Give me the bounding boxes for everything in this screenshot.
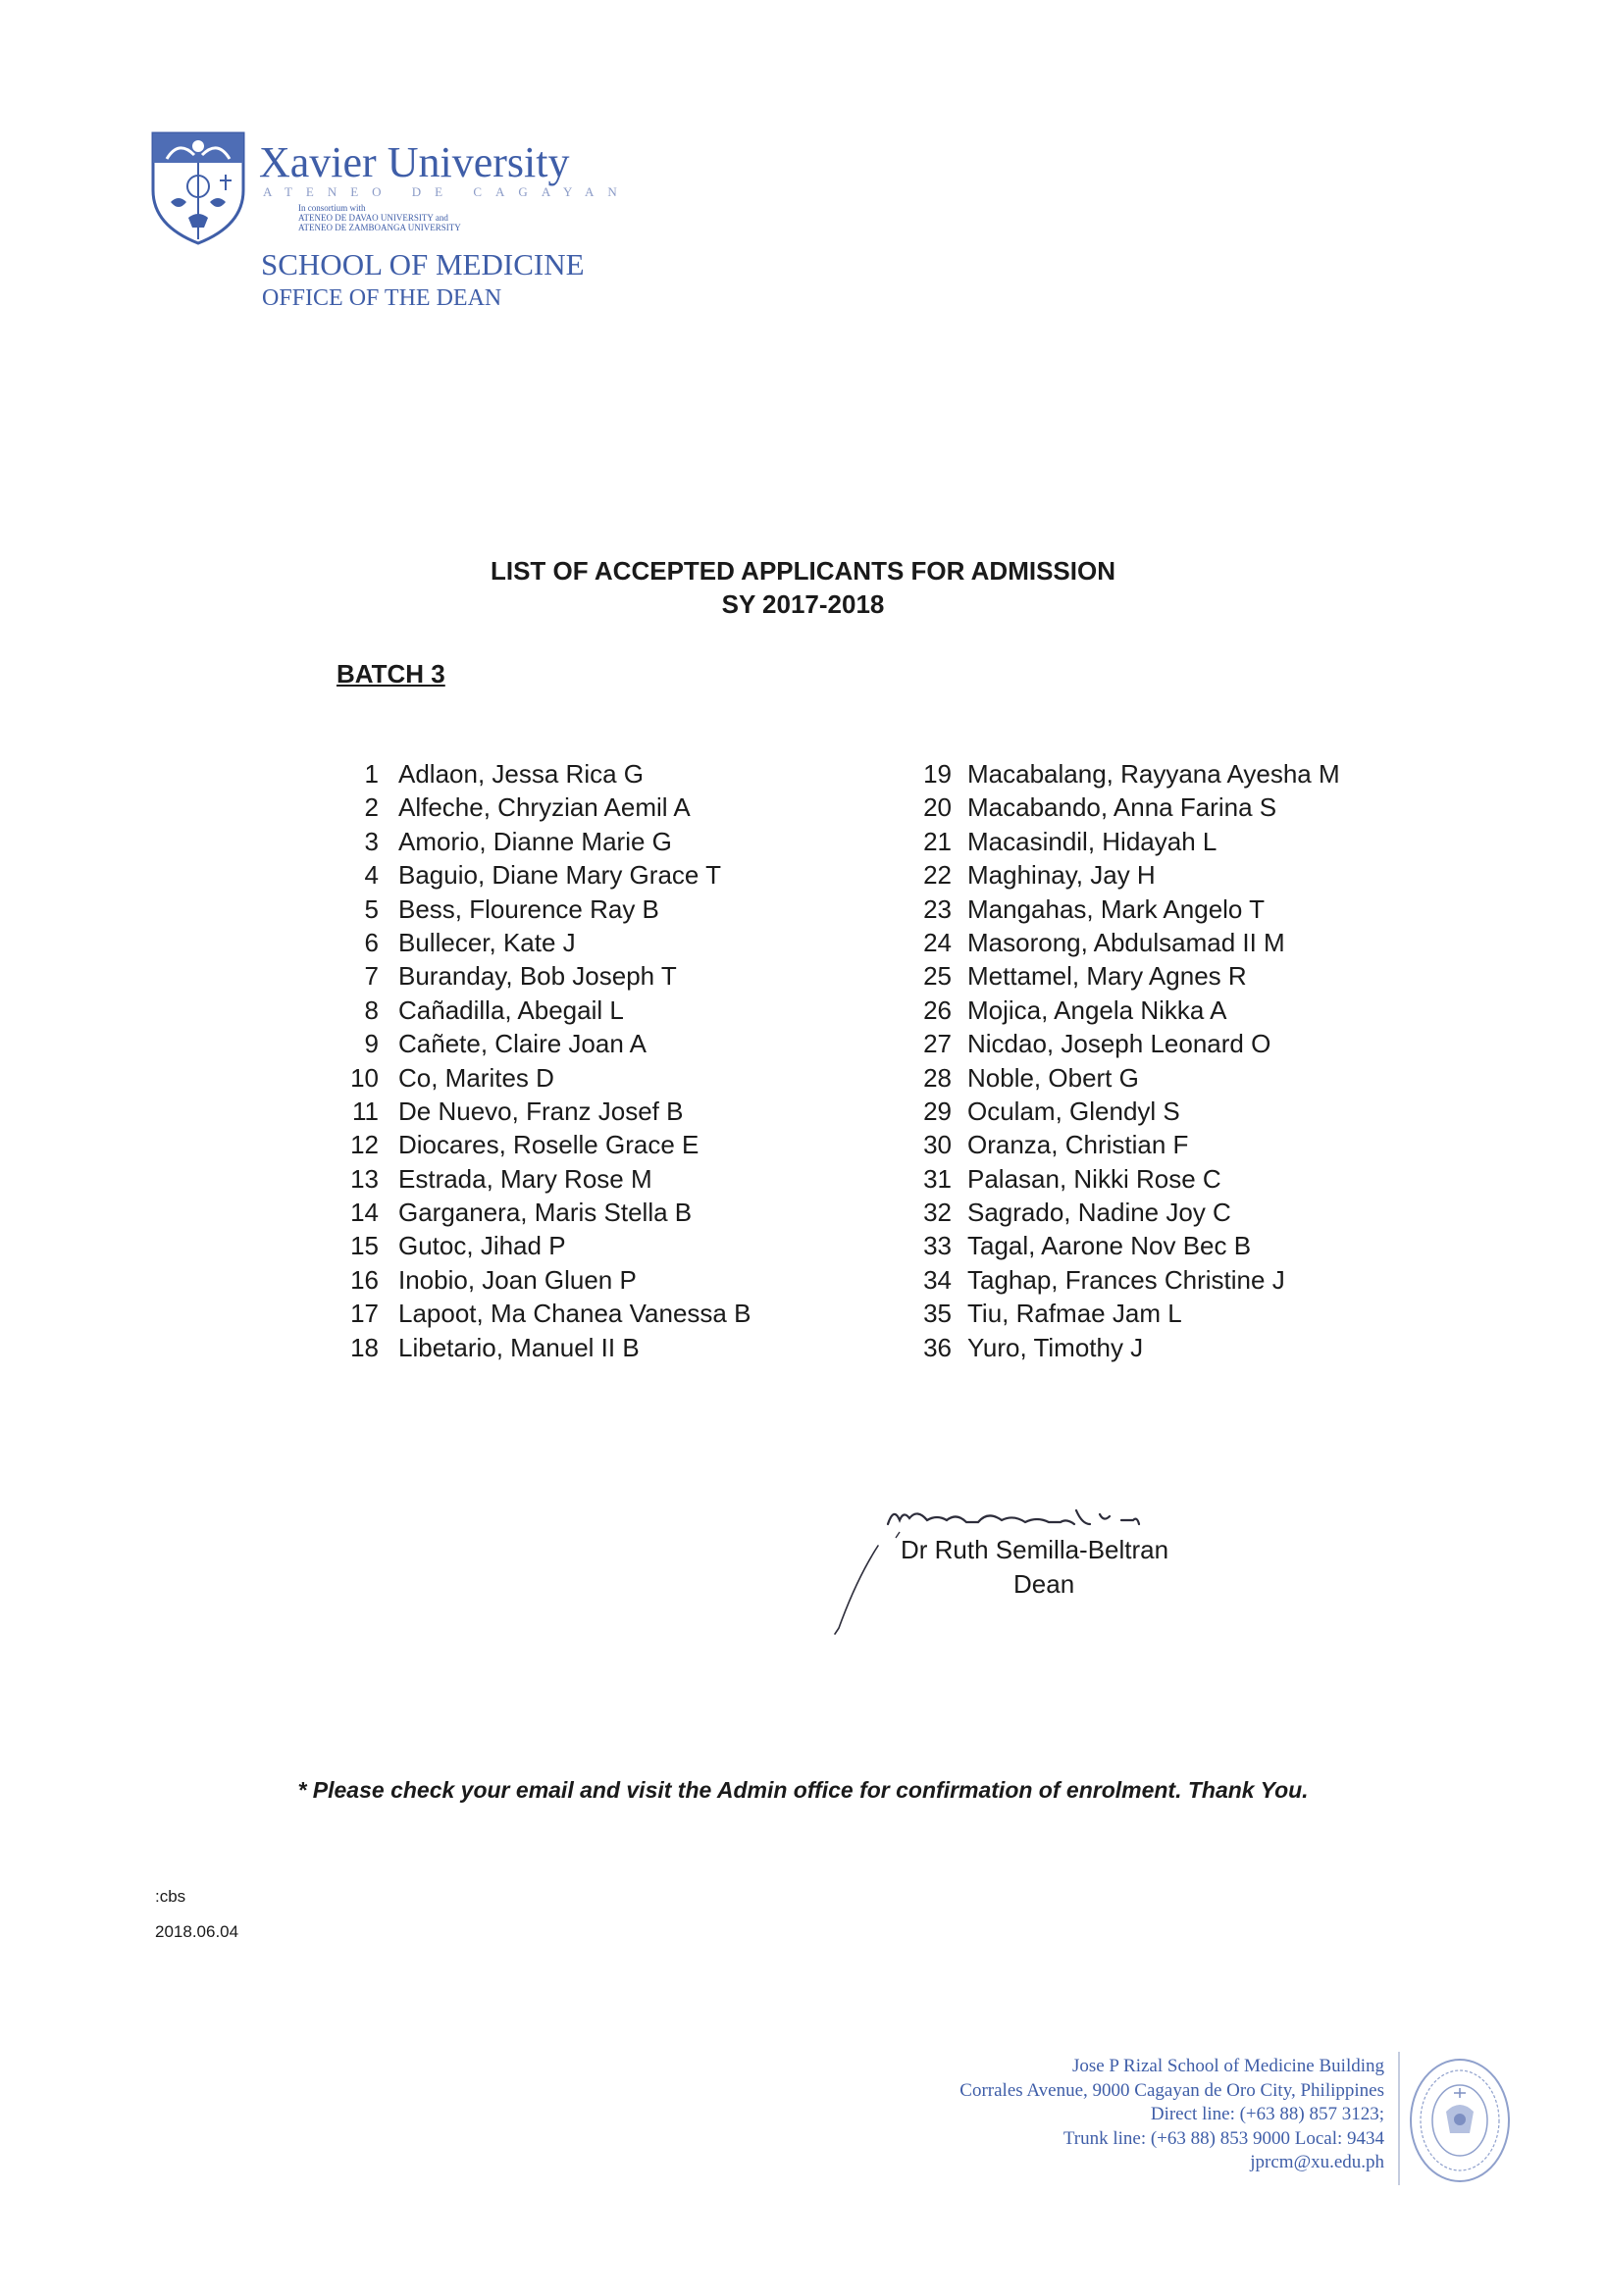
applicant-row bbox=[901, 1299, 1340, 1332]
applicant-number: 20 bbox=[923, 792, 952, 823]
applicant-row bbox=[901, 1231, 1340, 1264]
applicant-number: 30 bbox=[923, 1130, 952, 1160]
applicant-name: Sagrado, Nadine Joy C bbox=[967, 1198, 1231, 1228]
applicant-number: 34 bbox=[923, 1264, 952, 1295]
applicant-name: Macabalang, Rayyana Ayesha M bbox=[967, 759, 1340, 789]
applicant-name: Bess, Flourence Ray B bbox=[398, 893, 659, 924]
applicant-name: Estrada, Mary Rose M bbox=[398, 1163, 652, 1194]
applicant-name: Gutoc, Jihad P bbox=[398, 1231, 566, 1261]
applicant-name: Tagal, Aarone Nov Bec B bbox=[967, 1231, 1252, 1261]
footer-direct-line: Direct line: (+63 88) 857 3123; bbox=[1150, 2104, 1384, 2124]
applicant-row bbox=[334, 1063, 751, 1097]
applicant-number: 8 bbox=[364, 995, 379, 1025]
applicant-row bbox=[334, 995, 751, 1029]
applicant-row bbox=[334, 1333, 751, 1366]
applicant-name: Macasindil, Hidayah L bbox=[967, 826, 1217, 856]
applicant-name: Maghinay, Jay H bbox=[967, 860, 1156, 891]
applicant-number: 6 bbox=[364, 927, 379, 957]
applicant-name: Yuro, Timothy J bbox=[967, 1332, 1144, 1362]
university-crest-icon bbox=[149, 129, 247, 247]
applicant-name: Noble, Obert G bbox=[967, 1062, 1139, 1093]
applicant-row bbox=[334, 1299, 751, 1332]
applicant-name: Mettamel, Mary Agnes R bbox=[967, 961, 1247, 992]
signatory-title: Dean bbox=[1013, 1569, 1075, 1599]
applicant-row bbox=[901, 995, 1340, 1029]
applicant-row bbox=[334, 1097, 751, 1130]
applicant-number: 19 bbox=[923, 759, 952, 789]
applicant-list-left bbox=[334, 759, 751, 1366]
applicant-number: 15 bbox=[350, 1231, 379, 1261]
applicant-row bbox=[901, 792, 1340, 826]
applicant-row bbox=[334, 1130, 751, 1163]
applicant-number: 13 bbox=[350, 1163, 379, 1194]
applicant-number: 1 bbox=[364, 759, 379, 789]
applicant-row bbox=[334, 1164, 751, 1198]
applicant-row bbox=[334, 827, 751, 860]
footer-trunk-line: Trunk line: (+63 88) 853 9000 Local: 9434 bbox=[1062, 2127, 1384, 2149]
applicant-number: 7 bbox=[364, 961, 379, 992]
applicant-number: 32 bbox=[923, 1198, 952, 1228]
applicant-number: 14 bbox=[350, 1198, 379, 1228]
applicant-name: Co, Marites D bbox=[398, 1062, 554, 1093]
applicant-number: 26 bbox=[923, 995, 952, 1025]
applicant-list-right bbox=[901, 759, 1340, 1366]
applicant-name: Cañete, Claire Joan A bbox=[398, 1029, 647, 1059]
applicant-row bbox=[334, 894, 751, 928]
applicant-row bbox=[334, 860, 751, 893]
applicant-number: 29 bbox=[923, 1096, 952, 1126]
applicant-number: 9 bbox=[364, 1029, 379, 1059]
applicant-row bbox=[901, 759, 1340, 792]
applicant-number: 25 bbox=[923, 961, 952, 992]
applicant-number: 23 bbox=[923, 893, 952, 924]
applicant-row bbox=[901, 1265, 1340, 1299]
applicant-row bbox=[334, 928, 751, 961]
applicant-number: 33 bbox=[923, 1231, 952, 1261]
footer-building: Jose P Rizal School of Medicine Building bbox=[1071, 2056, 1384, 2076]
school-year: SY 2017-2018 bbox=[721, 589, 885, 619]
document-date: 2018.06.04 bbox=[155, 1922, 239, 1941]
applicant-name: Oranza, Christian F bbox=[967, 1130, 1189, 1160]
applicant-name: Tiu, Rafmae Jam L bbox=[967, 1299, 1182, 1329]
applicant-name: Taghap, Frances Christine J bbox=[967, 1264, 1285, 1295]
consortium-line: ATENEO DE ZAMBOANGA UNIVERSITY bbox=[298, 223, 461, 232]
applicant-row bbox=[901, 827, 1340, 860]
applicant-name: Bullecer, Kate J bbox=[398, 927, 576, 957]
applicant-number: 11 bbox=[352, 1096, 379, 1126]
footer-email: jprcm@xu.edu.ph bbox=[1250, 2152, 1384, 2172]
applicant-row bbox=[901, 1333, 1340, 1366]
applicant-name: Adlaon, Jessa Rica G bbox=[398, 759, 645, 789]
applicant-name: Lapoot, Ma Chanea Vanessa B bbox=[398, 1299, 751, 1329]
applicant-number: 31 bbox=[923, 1163, 952, 1194]
applicant-row bbox=[901, 894, 1340, 928]
applicant-name: Garganera, Maris Stella B bbox=[398, 1198, 693, 1228]
applicant-row bbox=[901, 1097, 1340, 1130]
applicant-name: Palasan, Nikki Rose C bbox=[967, 1163, 1221, 1194]
applicant-row bbox=[901, 961, 1340, 995]
applicant-name: Buranday, Bob Joseph T bbox=[398, 961, 677, 992]
applicant-number: 28 bbox=[923, 1062, 952, 1093]
applicant-number: 17 bbox=[350, 1299, 379, 1329]
applicant-row bbox=[901, 1130, 1340, 1163]
applicant-row bbox=[901, 1063, 1340, 1097]
applicant-name: Cañadilla, Abegail L bbox=[398, 995, 624, 1025]
applicant-number: 21 bbox=[923, 826, 952, 856]
applicant-row bbox=[901, 928, 1340, 961]
applicant-name: Nicdao, Joseph Leonard O bbox=[967, 1029, 1271, 1059]
university-subtitle: ATENEO DE CAGAYAN bbox=[263, 184, 631, 199]
applicant-row bbox=[334, 792, 751, 826]
applicant-name: Mangahas, Mark Angelo T bbox=[967, 893, 1266, 924]
applicant-number: 24 bbox=[923, 927, 952, 957]
applicant-name: Macabando, Anna Farina S bbox=[967, 792, 1277, 823]
confirmation-note: * Please check your email and visit the Admin office for confirmation of enrolment. Thank You. bbox=[297, 1777, 1309, 1803]
applicant-row bbox=[334, 759, 751, 792]
applicant-name: Alfeche, Chryzian Aemil A bbox=[398, 792, 691, 823]
applicant-name: Mojica, Angela Nikka A bbox=[967, 995, 1227, 1025]
document-title: LIST OF ACCEPTED APPLICANTS FOR ADMISSION bbox=[490, 556, 1115, 586]
applicant-number: 5 bbox=[364, 893, 379, 924]
applicant-number: 4 bbox=[364, 860, 379, 891]
applicant-row bbox=[334, 961, 751, 995]
footer-divider bbox=[1398, 2052, 1400, 2185]
consortium-line: ATENEO DE DAVAO UNIVERSITY and bbox=[298, 213, 448, 223]
applicant-name: Oculam, Glendyl S bbox=[967, 1096, 1180, 1126]
applicant-number: 27 bbox=[923, 1029, 952, 1059]
footer-address bbox=[959, 2055, 1384, 2175]
applicant-number: 16 bbox=[350, 1264, 379, 1295]
footer-street: Corrales Avenue, 9000 Cagayan de Oro City, Philippines bbox=[959, 2079, 1384, 2101]
applicant-row bbox=[901, 1029, 1340, 1062]
university-name: Xavier University bbox=[259, 138, 570, 186]
applicant-number: 10 bbox=[350, 1062, 379, 1093]
applicant-row bbox=[901, 1164, 1340, 1198]
applicant-name: Masorong, Abdulsamad II M bbox=[967, 927, 1285, 957]
consortium-line: In consortium with bbox=[298, 203, 366, 213]
consortium-text bbox=[298, 203, 461, 232]
office-name: OFFICE OF THE DEAN bbox=[262, 285, 502, 311]
applicant-number: 36 bbox=[923, 1332, 952, 1362]
applicant-name: Inobio, Joan Gluen P bbox=[398, 1264, 637, 1295]
school-seal-icon bbox=[1407, 2055, 1513, 2186]
applicant-row bbox=[334, 1231, 751, 1264]
applicant-name: Baguio, Diane Mary Grace T bbox=[398, 860, 721, 891]
typist-initials: :cbs bbox=[155, 1887, 186, 1906]
applicant-row bbox=[334, 1265, 751, 1299]
applicant-number: 18 bbox=[350, 1332, 379, 1362]
batch-heading: BATCH 3 bbox=[337, 659, 445, 689]
applicant-row bbox=[334, 1198, 751, 1231]
applicant-row bbox=[334, 1029, 751, 1062]
applicant-name: Amorio, Dianne Marie G bbox=[398, 826, 672, 856]
applicant-name: Diocares, Roselle Grace E bbox=[398, 1130, 699, 1160]
applicant-number: 22 bbox=[923, 860, 952, 891]
school-name: SCHOOL OF MEDICINE bbox=[261, 247, 585, 281]
applicant-number: 12 bbox=[350, 1130, 379, 1160]
applicant-name: De Nuevo, Franz Josef B bbox=[398, 1096, 684, 1126]
applicant-number: 35 bbox=[923, 1299, 952, 1329]
applicant-name: Libetario, Manuel II B bbox=[398, 1332, 640, 1362]
applicant-row bbox=[901, 860, 1340, 893]
signatory-name: Dr Ruth Semilla-Beltran bbox=[901, 1535, 1169, 1564]
applicant-number: 2 bbox=[364, 792, 379, 823]
applicant-row bbox=[901, 1198, 1340, 1231]
applicant-number: 3 bbox=[364, 826, 379, 856]
